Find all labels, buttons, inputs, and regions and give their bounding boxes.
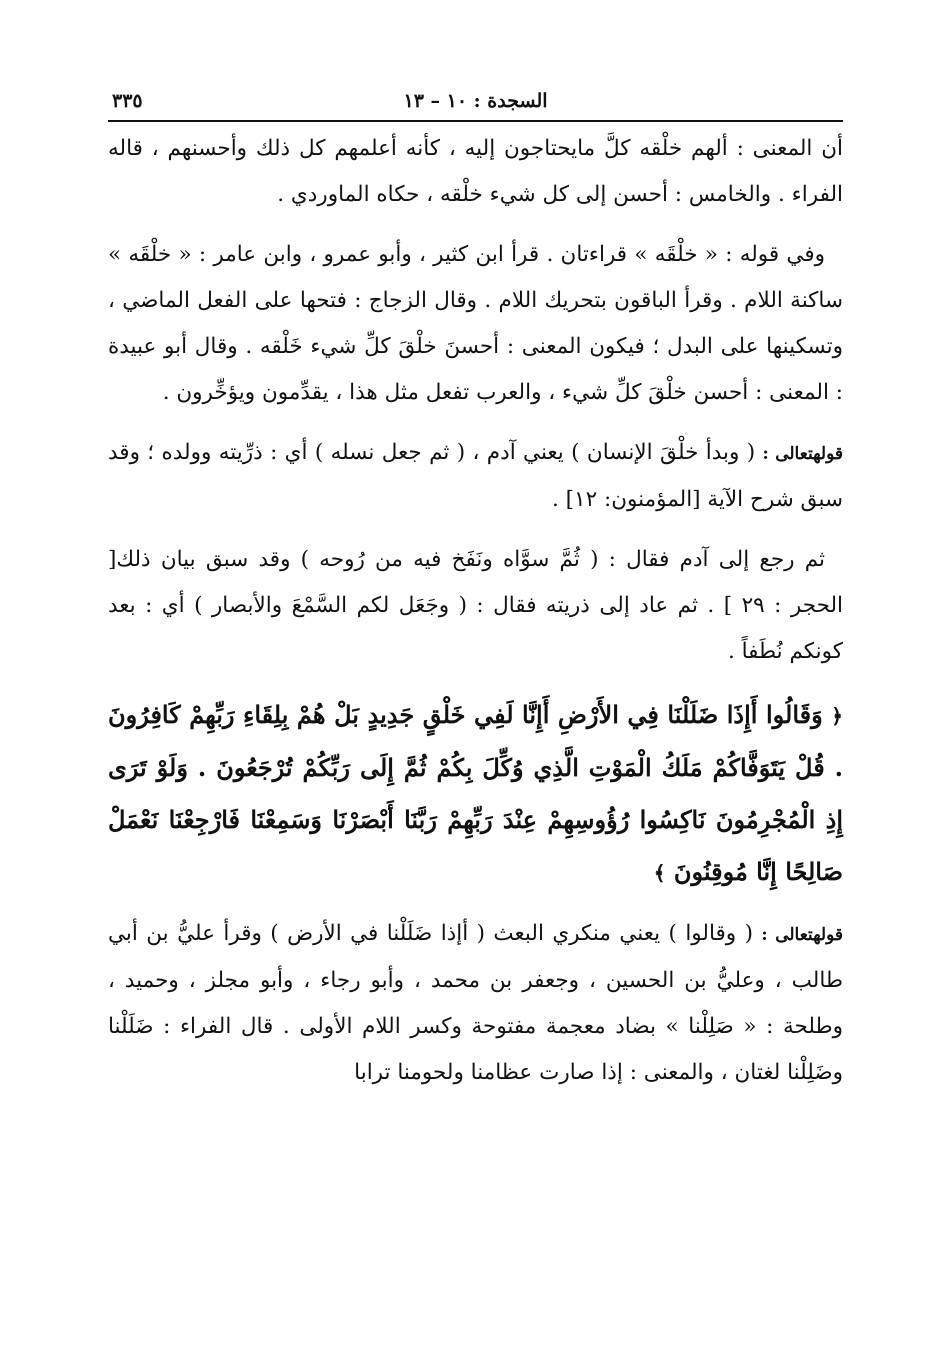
paragraph-5-text: ( وقالوا ) يعني منكري البعث ( أإذا ضَلَلْنا في الأرض ) وقرأ عليُّ بن أبي طالب ، وعليُّ بن الحسين ، وجعفر بن محمد ، وأبو رجاء ، وأبو مجلز ، وحميد ، وطلحة : « صَلِلْنا » بضاد معجمة مفتوحة وكسر اللام الأولى . قال الفراء : ضَلَلْنا وضَلِلْنا لغتان ، والمعنى : إذا صارت عظامنا ولحومنا ترابا — [108, 921, 843, 1085]
ornate-bracket-open-icon: ﴿ — [831, 704, 843, 728]
running-header — [108, 84, 843, 122]
page-number: ٣٣٥ — [112, 90, 143, 112]
paragraph-4: ثم رجع إلى آدم فقال : ( ثُمَّ سوَّاه ونَفَخ فيه من رُوحه ) وقد سبق بيان ذلك[ الحجر : ٢٩ ] . ثم عاد إلى ذريته فقال : ( وجَعَل لكم السَّمْعَ والأبصار ) أي : بعد كونكم نُطَفاً . — [108, 547, 843, 664]
running-title: السجدة : ١٠ – ١٣ — [403, 90, 548, 112]
ornate-bracket-close-icon: ﴾ — [653, 861, 666, 885]
commentary-body — [108, 126, 843, 1096]
paragraph-3 — [108, 430, 843, 523]
verse-lead-label: قولهتعالى : — [761, 925, 843, 945]
paragraph-2: وفي قوله : « خلْقَه » قراءتان . قرأ ابن كثير ، وأبو عمرو ، وابن عامر : « خلْقَه » ساكنة اللام . وقرأ الباقون بتحريك اللام . وقال الزجاج : فتحها على الفعل الماضي ، وتسكينها على البدل ؛ فيكون المعنى : أحسنَ خلْقَ كلِّ شيء خَلْقه . وقال أبو عبيدة : المعنى : أحسن خلْقَ كلِّ شيء ، والعرب تفعل مثل هذا ، يقدِّمون ويؤخِّرون . — [108, 242, 843, 405]
quran-verse-block — [108, 689, 843, 899]
paragraph-1: أن المعنى : ألهم خلْقه كلَّ مايحتاجون إليه ، كأنه أعلمهم كل ذلك وأحسنهم ، قاله الفراء . والخامس : أحسن إلى كل شيء خلْقه ، حكاه الماوردي . — [108, 136, 843, 207]
book-page — [108, 84, 843, 1096]
paragraph-5 — [108, 911, 843, 1096]
verse-lead-label: قولهتعالى : — [762, 444, 843, 464]
quran-verse-text: وَقَالُوا أَإِذَا ضَلَلْنَا فِي الأَرْضِ أَإِنَّا لَفِي خَلْقٍ جَدِيدٍ بَلْ هُمْ بِلِقَاءِ رَبِّهِمْ كَافِرُونَ . قُلْ يَتَوَفَّاكُمْ مَلَكُ الْمَوْتِ الَّذِي وُكِّلَ بِكُمْ ثُمَّ إِلَى رَبِّكُمْ تُرْجَعُونَ . وَلَوْ تَرَى إِذِ الْمُجْرِمُونَ نَاكِسُوا رُؤُوسِهِمْ عِنْدَ رَبِّهِمْ رَبَّنَا أَبْصَرْنَا وَسَمِعْنَا فَارْجِعْنَا نَعْمَلْ صَالِحًا إِنَّا مُوقِنُونَ — [108, 700, 843, 886]
paragraph-3-text: ( وبدأ خلْقَ الإنسان ) يعني آدم ، ( ثم جعل نسله ) أي : ذرِّيته وولده ؛ وقد سبق شرح الآية [المؤمنون: ١٢] . — [108, 440, 843, 512]
